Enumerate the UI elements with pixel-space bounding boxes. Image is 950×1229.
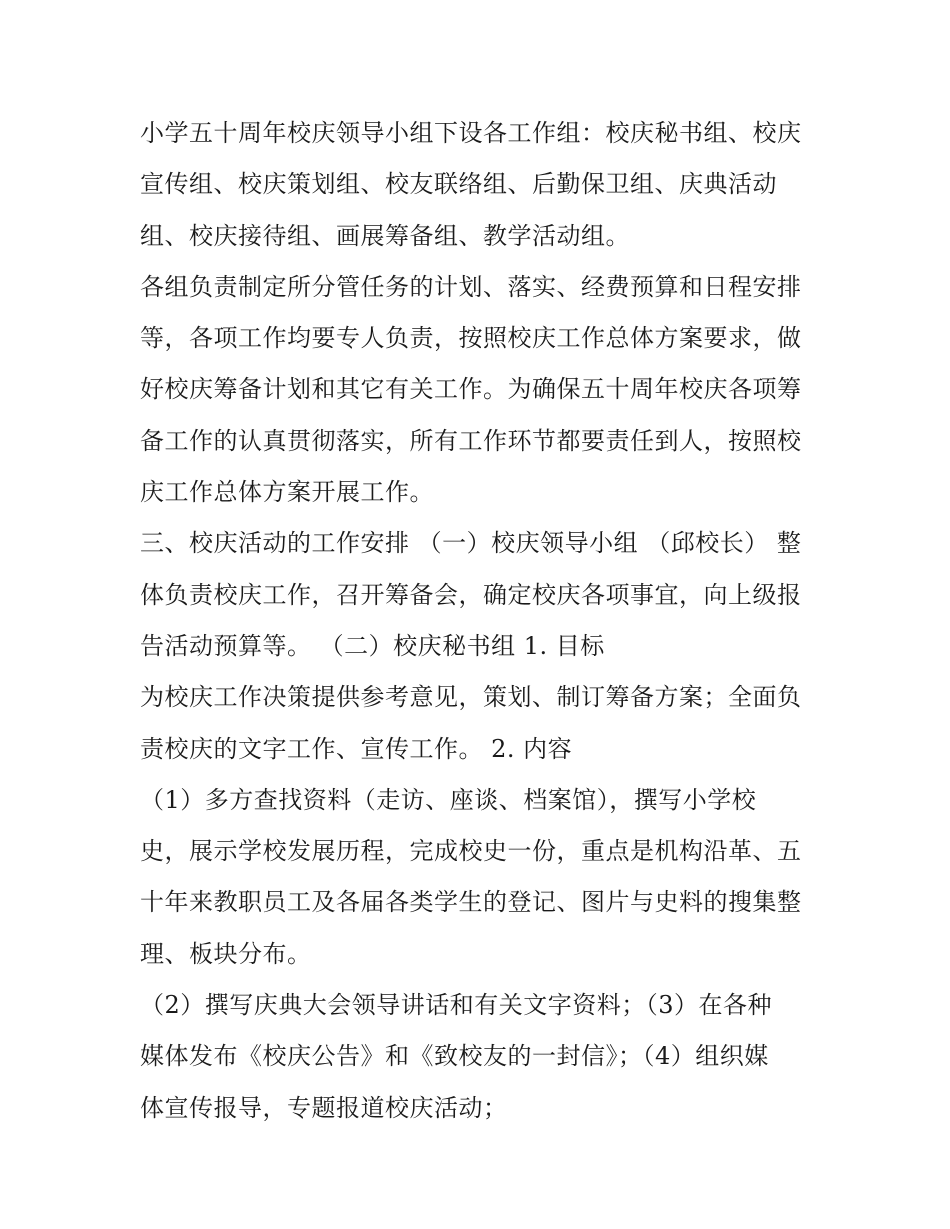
- text-line: 体负责校庆工作，召开筹备会，确定校庆各项事宜，向上级报: [140, 580, 802, 609]
- text-line: 体宣传报导，专题报道校庆活动；: [140, 1093, 508, 1122]
- text-line: 责校庆的文字工作、宣传工作。 2. 内容: [140, 734, 573, 763]
- text-line: 组、校庆接待组、画展筹备组、教学活动组。: [140, 221, 630, 250]
- text-line: 史，展示学校发展历程，完成校史一份，重点是机构沿革、五: [140, 837, 802, 866]
- text-line: 等，各项工作均要专人负责，按照校庆工作总体方案要求，做: [140, 324, 802, 353]
- text-line: （2）撰写庆典大会领导讲话和有关文字资料；（3）在各种: [140, 991, 773, 1020]
- text-line: （1）多方查找资料（走访、座谈、档案馆），撰写小学校: [140, 785, 757, 814]
- text-line: 庆工作总体方案开展工作。: [140, 478, 434, 507]
- text-line: 各组负责制定所分管任务的计划、落实、经费预算和日程安排: [140, 272, 802, 301]
- text-line: 三、校庆活动的工作安排 （一）校庆领导小组 （邱校长） 整: [140, 529, 802, 558]
- text-line: 十年来教职员工及各届各类学生的登记、图片与史料的搜集整: [140, 888, 802, 917]
- text-line: 小学五十周年校庆领导小组下设各工作组：校庆秘书组、校庆: [140, 119, 802, 147]
- text-line: 告活动预算等。 （二）校庆秘书组 1. 目标: [140, 631, 605, 660]
- document-body: [140, 108, 820, 1134]
- text-line: 理、板块分布。: [140, 939, 312, 968]
- text-line: 媒体发布《校庆公告》和《致校友的一封信》；（4）组织媒: [140, 1042, 769, 1071]
- text-line: 备工作的认真贯彻落实，所有工作环节都要责任到人，按照校: [140, 426, 802, 455]
- text-line: 好校庆筹备计划和其它有关工作。为确保五十周年校庆各项筹: [140, 375, 802, 404]
- text-line: 为校庆工作决策提供参考意见，策划、制订筹备方案；全面负: [140, 683, 802, 712]
- text-line: 宣传组、校庆策划组、校友联络组、后勤保卫组、庆典活动: [140, 170, 777, 199]
